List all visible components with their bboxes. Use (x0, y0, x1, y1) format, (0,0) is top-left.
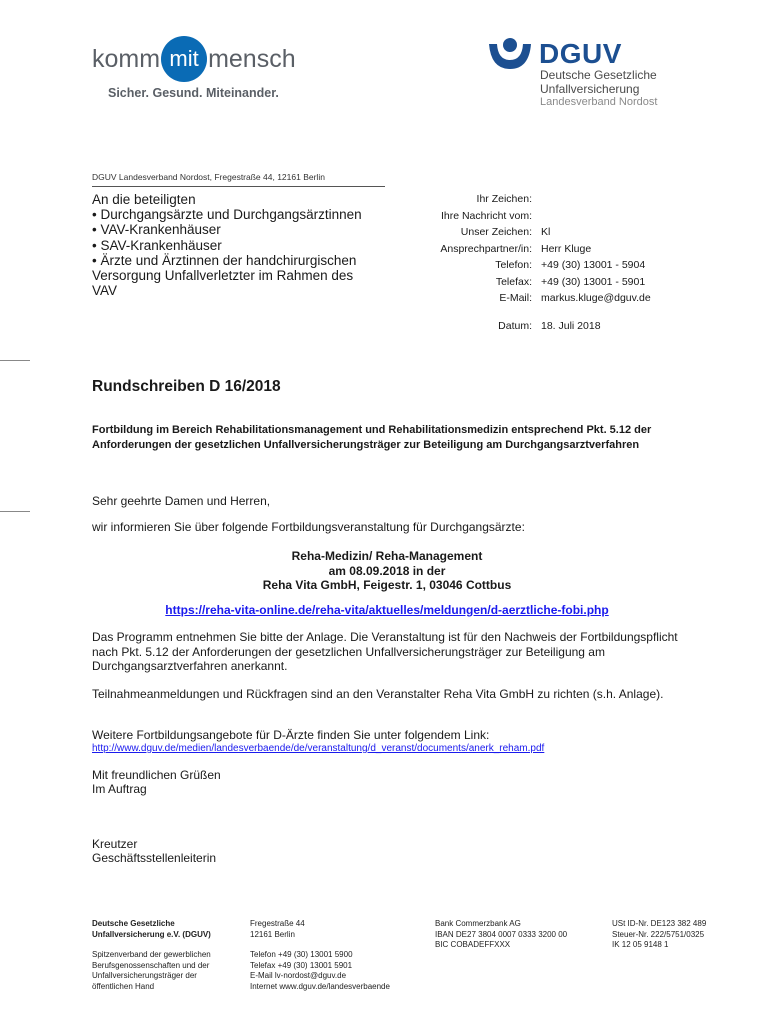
dguv-landesverband: Landesverband Nordost (540, 96, 658, 108)
logo-text-mit: mit (161, 36, 207, 82)
info-label: Unser Zeichen: (460, 226, 532, 238)
recipient-block (92, 192, 392, 298)
date-label: Datum: (498, 320, 532, 332)
date-value: 18. Juli 2018 (541, 320, 601, 332)
recipient-line: • SAV-Krankenhäuser (92, 237, 222, 253)
recipient-line: An die beteiligten (92, 192, 196, 207)
recipient-line: Versorgung Unfallverletzter im Rahmen des (92, 268, 354, 284)
dguv-logo-icon (487, 36, 533, 72)
footer-line: BIC COBADEFFXXX (435, 940, 511, 949)
footer-line: 12161 Berlin (250, 929, 295, 939)
footer-line: Telefon +49 (30) 13001 5900 (250, 950, 353, 959)
recipient-line: • Durchgangsärzte und Durchgangsärztinnen (92, 207, 362, 223)
footer-line: E-Mail lv-nordost@dguv.de (250, 971, 347, 980)
paragraph-further-courses: Weitere Fortbildungsangebote für D-Ärzte finden Sie unter folgendem Link: (92, 728, 490, 742)
recipient-line: • VAV-Krankenhäuser (92, 222, 221, 238)
topic-heading: Fortbildung im Bereich Rehabilitationsmanagement und Rehabilitationsmedizin entsprechend Pkt. 5.12 der Anforderungen der gesetzlichen Unfallversicherungsträger zur Beteiligung am Durchgangsarztverfahren (92, 424, 652, 451)
info-value: +49 (30) 13001 - 5904 (541, 259, 646, 271)
footer-bank (435, 919, 567, 951)
sender-address-line: DGUV Landesverband Nordost, Fregestraße 44, 12161 Berlin (92, 172, 385, 187)
subject-heading: Rundschreiben D 16/2018 (92, 378, 281, 395)
info-label: Ihre Nachricht vom: (440, 209, 532, 222)
logo-text-komm: komm (92, 44, 161, 73)
signer-title: Geschäftsstellenleiterin (92, 851, 217, 865)
footer-line: Unfallversicherungsträger der (92, 971, 197, 980)
event-line: am 08.09.2018 in der (328, 563, 446, 578)
info-value: markus.kluge@dguv.de (541, 292, 651, 304)
event-line: Reha Vita GmbH, Feigestr. 1, 03046 Cottbus (262, 578, 512, 592)
footer-line: Internet www.dguv.de/landesverbaende (250, 981, 390, 991)
dguv-logo-subtitle (540, 68, 657, 96)
footer-line: Bank Commerzbank AG (435, 919, 521, 928)
event-link[interactable]: https://reha-vita-online.de/reha-vita/aktuelles/meldungen/d-aerztliche-fobi.php (165, 603, 609, 617)
dguv-sub-line: Deutsche Gesetzliche (540, 68, 657, 82)
info-label: Ansprechpartner/in: (440, 242, 532, 255)
fold-mark (0, 360, 30, 361)
footer-line: IK 12 05 9148 1 (612, 940, 669, 949)
footer-tax (612, 919, 706, 951)
dguv-logo-title: DGUV (539, 38, 622, 69)
info-value: +49 (30) 13001 - 5901 (541, 275, 646, 288)
footer-line: Unfallversicherung e.V. (DGUV) (92, 929, 211, 939)
dguv-sub-line: Unfallversicherung (540, 82, 640, 96)
info-value (541, 191, 651, 208)
info-label: Telefax: (495, 275, 532, 288)
footer-organization (92, 919, 211, 992)
footer-line: Telefax +49 (30) 13001 5901 (250, 960, 353, 970)
kommmitmensch-logo (92, 36, 296, 82)
paragraph-program: Das Programm entnehmen Sie bitte der Anlage. Die Veranstaltung ist für den Nachweis der Fortbildungspflicht nach Pkt. 5.12 der Anforderungen der gesetzlichen Unfallversicherungsträger zur Beteiligung am Durchgangsarztverfahren anerkannt. (92, 630, 678, 673)
footer-line: Spitzenverband der gewerblichen (92, 950, 211, 959)
intro-text: wir informieren Sie über folgende Fortbildungsveranstaltung für Durchgangsärzte: (92, 520, 525, 534)
footer-line: Steuer-Nr. 222/5751/0325 (612, 929, 705, 939)
event-line: Reha-Medizin/ Reha-Management (291, 549, 483, 563)
info-label: E-Mail: (499, 292, 532, 304)
footer-contact (250, 919, 390, 992)
event-block (92, 549, 682, 593)
reference-labels (440, 191, 532, 307)
footer-line: Fregestraße 44 (250, 919, 305, 928)
fold-mark (0, 511, 30, 512)
signer-name: Kreutzer (92, 837, 138, 851)
reference-values (541, 191, 651, 307)
logo-text-mensch: mensch (208, 44, 296, 73)
info-value: Herr Kluge (541, 242, 592, 255)
further-courses-link[interactable]: http://www.dguv.de/medien/landesverbaende/de/veranstaltung/d_veranst/documents/anerk_reham.pdf (92, 743, 545, 754)
info-label: Ihr Zeichen: (476, 193, 532, 205)
footer-line: USt ID-Nr. DE123 382 489 (612, 919, 707, 928)
footer-line: IBAN DE27 3804 0007 0333 3200 00 (435, 929, 568, 939)
salutation: Sehr geehrte Damen und Herren, (92, 494, 271, 508)
closing-on-behalf: Im Auftrag (92, 782, 147, 796)
recipient-line: VAV (92, 283, 118, 299)
footer-line: Berufsgenossenschaften und der (92, 960, 210, 970)
footer-line: Deutsche Gesetzliche (92, 919, 175, 928)
info-label: Telefon: (495, 259, 532, 271)
info-value: Kl (541, 226, 551, 238)
info-value (541, 208, 651, 225)
paragraph-registration: Teilnahmeanmeldungen und Rückfragen sind an den Veranstalter Reha Vita GmbH zu richten (s.h. Anlage). (92, 687, 664, 701)
footer-line: öffentlichen Hand (92, 981, 155, 991)
logo-slogan: Sicher. Gesund. Miteinander. (108, 86, 279, 100)
recipient-line: • Ärzte und Ärztinnen der handchirurgischen (92, 252, 357, 268)
closing-greeting: Mit freundlichen Grüßen (92, 768, 221, 782)
